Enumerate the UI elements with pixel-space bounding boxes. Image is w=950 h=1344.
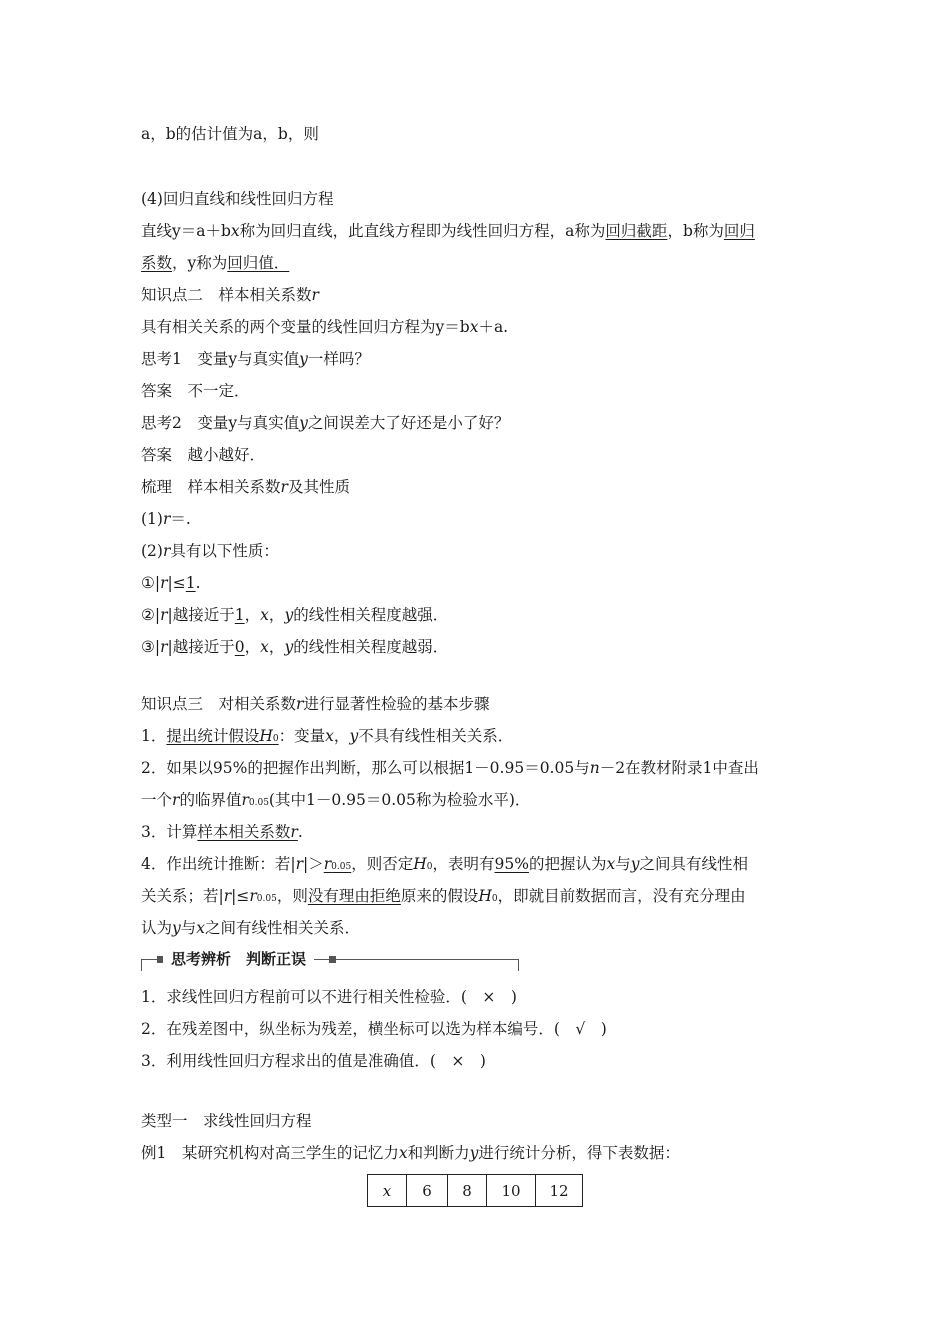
line-example-1: 例1 某研究机构对高三学生的记忆力x和判断力y进行统计分析，得下表数据：: [141, 1144, 680, 1162]
line-r-properties: (2)r具有以下性质：: [141, 542, 279, 560]
line-think-2: 思考2 变量y与真实值y之间误差大了好还是小了好？: [141, 414, 510, 432]
judgement-item-2: 2．在残差图中，纵坐标为残差，横坐标可以选为样本编号．( √ ): [141, 1020, 607, 1038]
line-answer-2: 答案 越小越好．: [141, 446, 266, 464]
line-step-2: 2．如果以95%的把握作出判断，那么可以根据1－0.95＝0.05与n－2在教材附录1中查出: [141, 759, 759, 777]
judgement-item-3: 3．利用线性回归方程求出的值是准确值．( × ): [141, 1052, 486, 1070]
line-answer-1: 答案 不一定．: [141, 382, 250, 400]
heading-regression-line: (4)回归直线和线性回归方程: [141, 190, 334, 208]
line-property-2: ②|r|越接近于1，x，y的线性相关程度越强．: [141, 606, 449, 624]
line-step-4: 4．作出统计推断：若|r|＞r0.05，则否定H0，表明有95%的把握认为x与y之间具有线性相: [141, 855, 749, 873]
line-ab-estimate: a，b的估计值为a，b，则: [141, 125, 319, 143]
line-step-2-cont: 一个r的临界值r0.05(其中1－0.95＝0.05称为检验水平)．: [141, 791, 531, 809]
table-cell: 12: [536, 1175, 583, 1207]
heading-type-1: 类型一 求线性回归方程: [141, 1112, 312, 1130]
line-step-4-cont: 关关系；若|r|≤r0.05，则没有理由拒绝原来的假设H0，即就目前数据而言，没有充分理由: [141, 887, 746, 905]
line-step-3: 3．计算样本相关系数r.: [141, 823, 303, 841]
section-right-dot: [329, 956, 336, 963]
line-step-4-end: 认为y与x之间有线性相关关系．: [141, 919, 361, 937]
line-regression-definition: 直线y＝a＋bx称为回归直线，此直线方程即为线性回归方程，a称为回归截距，b称为回归: [141, 222, 755, 240]
heading-knowledge-point-3: 知识点三 对相关系数r进行显著性检验的基本步骤: [141, 695, 490, 713]
line-property-1: ①|r|≤1.: [141, 574, 201, 592]
line-summary: 梳理 样本相关系数r及其性质: [141, 478, 350, 496]
section-right-cap: [518, 959, 519, 971]
table-cell: 6: [407, 1175, 448, 1207]
table-row: [368, 1175, 583, 1207]
heading-knowledge-point-2: 知识点二 样本相关系数r: [141, 286, 319, 304]
data-table: [367, 1174, 583, 1207]
table-header-cell: x: [368, 1175, 407, 1207]
line-r-formula: (1)r＝.: [141, 510, 191, 528]
section-header-judgement: [141, 947, 521, 973]
line-property-3: ③|r|越接近于0，x，y的线性相关程度越弱．: [141, 638, 449, 656]
section-title: 思考辨析 判断正误: [163, 948, 314, 969]
line-step-1: 1．提出统计假设H0：变量x，y不具有线性相关关系．: [141, 727, 514, 745]
judgement-item-1: 1．求线性回归方程前可以不进行相关性检验．( × ): [141, 988, 517, 1006]
section-left-cap: [141, 959, 142, 971]
line-regression-definition-cont: 系数，y称为回归值．: [141, 254, 290, 272]
line-regression-equation: 具有相关关系的两个变量的线性回归方程为y＝bx＋a.: [141, 318, 509, 336]
table-cell: 10: [487, 1175, 536, 1207]
line-think-1: 思考1 变量y与真实值y一样吗？: [141, 350, 370, 368]
table-cell: 8: [448, 1175, 487, 1207]
